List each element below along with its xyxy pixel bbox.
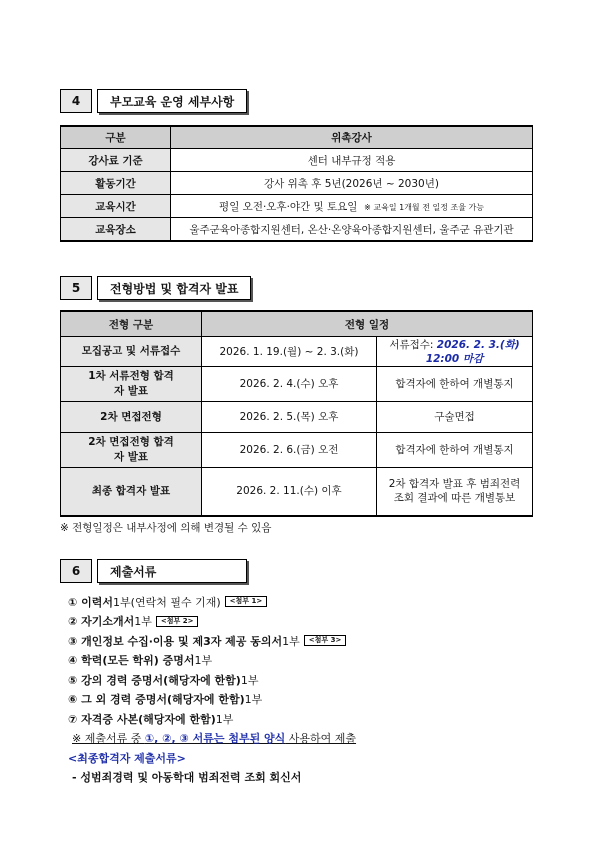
list-item	[68, 670, 356, 690]
attachment-badge: <첨부 1>	[225, 596, 268, 607]
item-name: ③ 개인정보 수집·이용 및 제3자 제공 동의서	[68, 634, 283, 648]
item-name: ① 이력서	[68, 595, 114, 609]
row-date: 2026. 2. 11.(수) 이후	[202, 468, 377, 516]
row-desc: 합격자에 한하여 개별통지	[377, 367, 533, 402]
label-text: 1차 서류전형 합격자 발표	[88, 370, 174, 397]
table-row	[61, 433, 533, 468]
list-item	[68, 690, 356, 710]
row-date: 2026. 1. 19.(월) ~ 2. 3.(화)	[202, 337, 377, 367]
row-label	[61, 367, 202, 402]
section-5-number: 5	[60, 276, 92, 300]
row-desc	[377, 337, 533, 367]
table-row	[61, 149, 533, 172]
table-row	[61, 367, 533, 402]
table-row	[61, 402, 533, 433]
schedule-footnote: ※ 전형일정은 내부사정에 의해 변경될 수 있음	[60, 522, 272, 534]
final-item-text: - 성범죄경력 및 아동학대 범죄전력 조회 회신서	[72, 771, 302, 785]
final-heading-text: <최종합격자 제출서류>	[68, 751, 186, 765]
section-4-title: 부모교육 운영 세부사항	[97, 89, 247, 113]
table-header-row	[61, 311, 533, 337]
item-count: 1부(연락처 필수 기재)	[113, 595, 221, 609]
section-6-header	[60, 559, 247, 583]
submit-note-suffix: 사용하여 제출	[285, 732, 357, 746]
section-5-header	[60, 276, 251, 300]
row-desc	[377, 468, 533, 516]
row-value: 울주군육아종합지원센터, 온산·온양육아종합지원센터, 울주군 유관기관	[171, 218, 533, 242]
item-name: ⑤ 강의 경력 증명서(해당자에 한함)	[68, 673, 241, 687]
list-item	[68, 709, 356, 729]
header-schedule: 전형 일정	[202, 311, 533, 337]
list-item	[68, 631, 356, 651]
item-count: 1부	[240, 673, 259, 687]
row-label: 교육장소	[61, 218, 171, 242]
selection-schedule-table	[60, 310, 533, 517]
row-date: 2026. 2. 6.(금) 오전	[202, 433, 377, 468]
header-stage: 전형 구분	[61, 311, 202, 337]
education-time-note: ※ 교육일 1개월 전 일정 조율 가능	[364, 202, 484, 212]
table-header-row	[61, 126, 533, 149]
list-item	[68, 651, 356, 671]
header-instructor: 위촉강사	[171, 126, 533, 149]
item-name: ④ 학력(모든 학위) 증명서	[68, 654, 195, 668]
row-label: 최종 합격자 발표	[61, 468, 202, 516]
documents-list	[68, 592, 356, 787]
row-date: 2026. 2. 4.(수) 오후	[202, 367, 377, 402]
row-label: 교육시간	[61, 195, 171, 218]
section-6-number: 6	[60, 559, 92, 583]
row-label: 강사료 기준	[61, 149, 171, 172]
submit-note	[68, 729, 356, 749]
section-6-title: 제출서류	[97, 559, 247, 583]
row-desc: 구술면접	[377, 402, 533, 433]
row-label: 2차 면접전형	[61, 402, 202, 433]
row-label: 모집공고 및 서류접수	[61, 337, 202, 367]
submit-note-highlight: ①, ②, ③ 서류는 첨부된 양식	[144, 732, 286, 746]
row-value: 강사 위촉 후 5년(2026년 ~ 2030년)	[171, 172, 533, 195]
item-name: ② 자기소개서	[68, 615, 135, 629]
item-count: 1부	[282, 634, 300, 648]
deadline-highlight: 2026. 2. 3.(화) 12:00 마감	[425, 338, 520, 365]
submit-note-text	[72, 730, 356, 746]
section-4-number: 4	[60, 89, 92, 113]
table-row	[61, 468, 533, 516]
header-category: 구분	[61, 126, 171, 149]
item-count: 1부	[244, 693, 263, 707]
final-documents-item	[68, 768, 356, 788]
education-details-table	[60, 125, 533, 242]
table-row	[61, 195, 533, 218]
row-value	[171, 195, 533, 218]
final-documents-heading	[68, 748, 356, 768]
table-row	[61, 172, 533, 195]
row-date: 2026. 2. 5.(목) 오후	[202, 402, 377, 433]
item-name: ⑥ 그 외 경력 증명서(해당자에 한함)	[68, 693, 245, 707]
row-label	[61, 433, 202, 468]
item-count: 1부	[134, 615, 152, 629]
submit-note-prefix: ※ 제출서류 중	[72, 732, 145, 746]
item-count: 1부	[215, 712, 234, 726]
desc-text: 2차 합격자 발표 후 범죄전력조회 결과에 따른 개별통보	[388, 478, 521, 505]
education-time-value: 평일 오전·오후·야간 및 토요일	[219, 200, 358, 213]
attachment-badge: <첨부 3>	[304, 635, 347, 646]
list-item	[68, 612, 356, 632]
row-value: 센터 내부규정 적용	[171, 149, 533, 172]
table-row	[61, 218, 533, 242]
item-name: ⑦ 자격증 사본(해당자에 한함)	[68, 712, 216, 726]
section-5-title: 전형방법 및 합격자 발표	[97, 276, 251, 300]
table-row	[61, 337, 533, 367]
row-desc: 합격자에 한하여 개별통지	[377, 433, 533, 468]
attachment-badge: <첨부 2>	[156, 616, 199, 627]
row-label: 활동기간	[61, 172, 171, 195]
desc-prefix: 서류접수:	[389, 338, 434, 351]
item-count: 1부	[194, 654, 213, 668]
section-4-header	[60, 89, 247, 113]
label-text: 2차 면접전형 합격자 발표	[88, 436, 174, 463]
list-item	[68, 592, 356, 612]
